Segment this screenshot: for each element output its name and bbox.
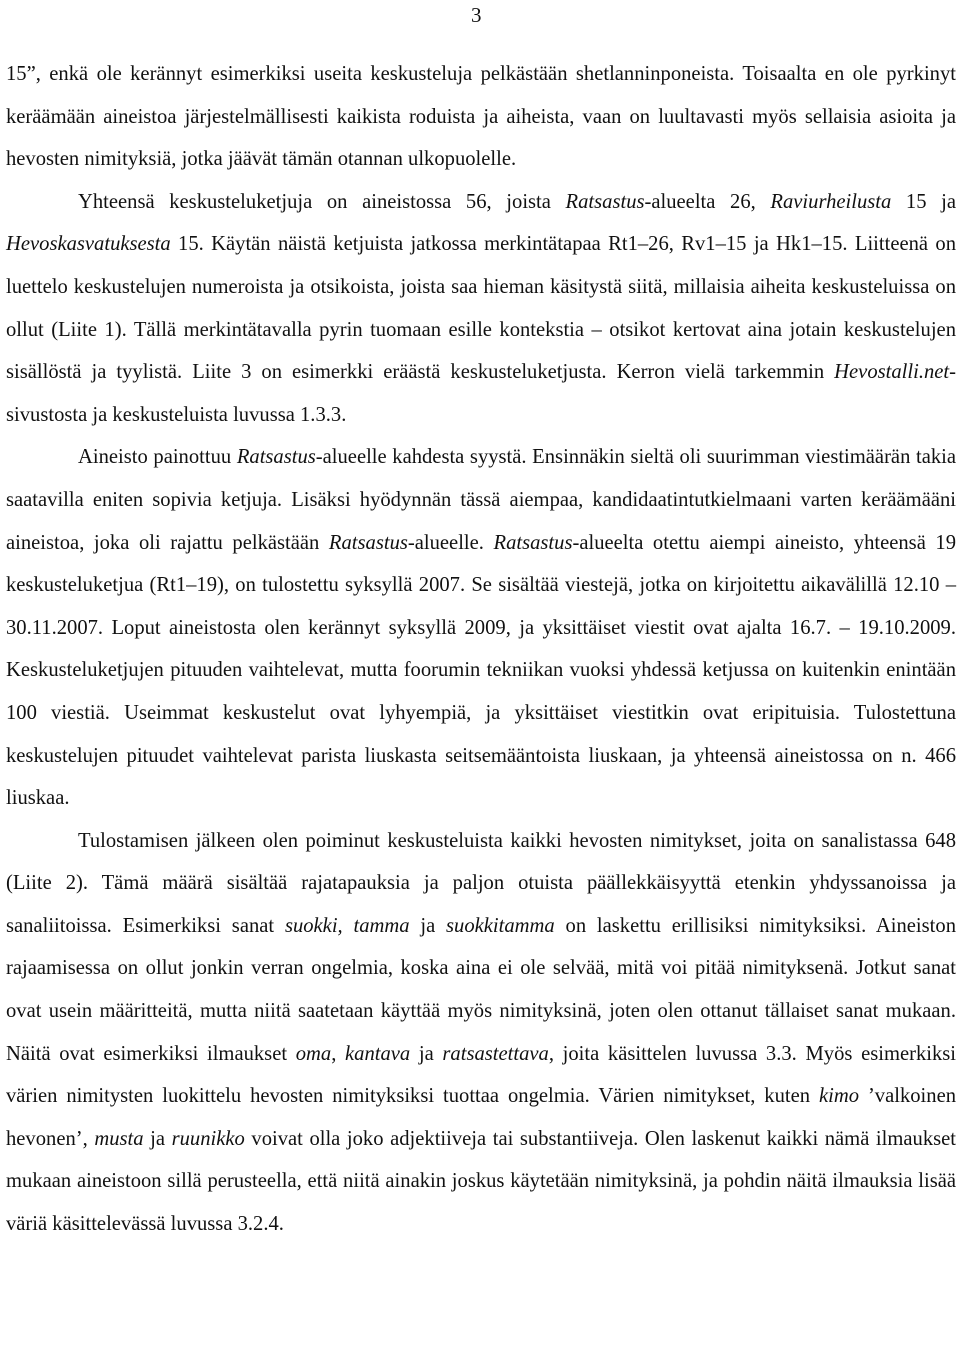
text-segment: -alueelta otettu aiempi aineisto, yhteensä 19 keskusteluketjua (Rt1–19), on tulostettu syksyllä 2007. Se sisältää viestejä, jotka on kirjoitettu aikavälillä 12.10 – 30.11.2007. Loput aineistosta olen kerännyt syksyllä 2009, ja yksittäiset viestit ovat ajalta 16.7. – 19.10.2009. Keskusteluketjujen pituuden vaihtelevat, mutta foorumin tekniikan vuoksi yhdessä ketjussa on kuitenkin enintään 100 viestiä. Useimmat keskustelut ovat lyhyempiä, ja yksittäiset viestitkin ovat eripituisia. Tulostettuna keskustelujen pituudet vaihtelevat parista liuskasta seitsemääntoista liuskaan, ja yhteensä aineistossa on n. 466 liuskaa. [6, 531, 956, 810]
paragraph [6, 436, 956, 819]
text-segment: -alueelta 26, [644, 190, 771, 213]
text-segment: on laskettu erillisiksi nimityksiksi. Aineiston rajaamisessa on ollut jonkin verran ongelmia, koska aina ei ole selvää, mitä voi pitää nimityksenä. Jotkut sanat ovat usein määritteitä, mutta niitä saatetaan käyttää myös nimityksinä, joten olen ottanut tällaiset sanat mukaan. Näitä ovat esimerkiksi ilmaukset [6, 914, 956, 1065]
italic-term: Ratsastus [565, 190, 645, 213]
text-segment: ja [143, 1127, 172, 1150]
italic-term: Ratsastus [493, 531, 573, 554]
italic-term: Ratsastus [236, 446, 316, 469]
italic-term: suokki, tamma [284, 914, 410, 937]
paragraph [6, 181, 956, 437]
text-segment: Yhteensä keskusteluketjuja on aineistossa 56, joista [78, 190, 566, 213]
text-segment: , [331, 1042, 346, 1065]
text-segment: 15. Käytän näistä ketjuista jatkossa merkintätapaa Rt1–26, Rv1–15 ja Hk1–15. Liitteenä on luettelo keskustelujen numeroista ja otsikoista, joista saa hieman käsitystä siitä, millaisia aiheita keskusteluissa on ollut (Liite 1). Tällä merkintätavalla pyrin tuomaan esille kontekstia – otsikot kertovat aina jotain keskustelujen sisällöstä ja tyylistä. Liite 3 on esimerkki eräästä keskusteluketjusta. Kerron vielä tarkemmin [6, 233, 956, 384]
text-segment: -alueelle. [407, 531, 494, 554]
italic-term: suokkitamma [446, 914, 555, 937]
text-segment: -sivustosta ja keskusteluista luvussa 1.3.3. [6, 361, 956, 426]
italic-term: Ratsastus [328, 531, 408, 554]
text-segment: voivat olla joko adjektiiveja tai substantiiveja. Olen laskenut kaikki nämä ilmaukset mukaan aineistoon sillä perusteella, että niitä ainakin joskus käytetään nimityksinä, ja pohdin näitä ilmauksia lisää väriä käsittelevässä luvussa 3.2.4. [6, 1127, 956, 1236]
italic-term: oma [295, 1042, 332, 1065]
paragraph [6, 53, 956, 181]
document-body [6, 53, 956, 1246]
text-segment: 15”, enkä ole kerännyt esimerkiksi useita keskusteluja pelkästään shetlanninponeista. Toisaalta en ole pyrkinyt keräämään aineistoa järjestelmällisesti kaikista roduista ja aiheista, vaan on luultavasti myös sellaisia asioita ja hevosten nimityksiä, jotka jäävät tämän otannan ulkopuolelle. [6, 63, 956, 171]
text-segment: ja [409, 914, 447, 937]
page-number: 3 [471, 3, 482, 27]
text-segment: 15 ja [891, 190, 957, 213]
italic-term: Raviurheilusta [770, 190, 892, 213]
text-segment: Tulostamisen jälkeen olen poiminut keskusteluista kaikki hevosten nimitykset, joita on sanalistassa 648 (Liite 2). Tämä määrä sisältää rajatapauksia ja paljon otuista päällekkäisyyttä etenkin yhdyssanoissa ja sanaliitoissa. Esimerkiksi sanat [6, 829, 956, 937]
text-segment: -alueelle kahdesta syystä. Ensinnäkin sieltä oli suurimman viestimäärän takia saatavilla eniten sopivia ketjuja. Lisäksi hyödynnän tässä aiempaa, kandidaatintutkielmaani varten keräämääni aineistoa, joka oli rajattu pelkästään [6, 446, 956, 554]
text-segment: ’valkoinen hevonen’, [6, 1085, 957, 1150]
paragraph [6, 820, 956, 1246]
italic-term: ruunikko [171, 1127, 245, 1150]
italic-term: ratsastettava [442, 1042, 549, 1065]
italic-term: kimo [818, 1085, 860, 1108]
italic-term: musta [94, 1127, 144, 1150]
italic-term: Hevostalli.net [834, 361, 950, 384]
italic-term: Hevoskasvatuksesta [6, 233, 171, 256]
italic-term: kantava [345, 1042, 411, 1065]
text-segment: Aineisto painottuu [78, 446, 237, 469]
text-segment: ja [410, 1042, 443, 1065]
text-segment: , joita käsittelen luvussa 3.3. Myös esimerkiksi värien nimitysten luokittelu hevosten nimityksiksi tuottaa ongelmia. Värien nimitykset, kuten [6, 1042, 957, 1108]
